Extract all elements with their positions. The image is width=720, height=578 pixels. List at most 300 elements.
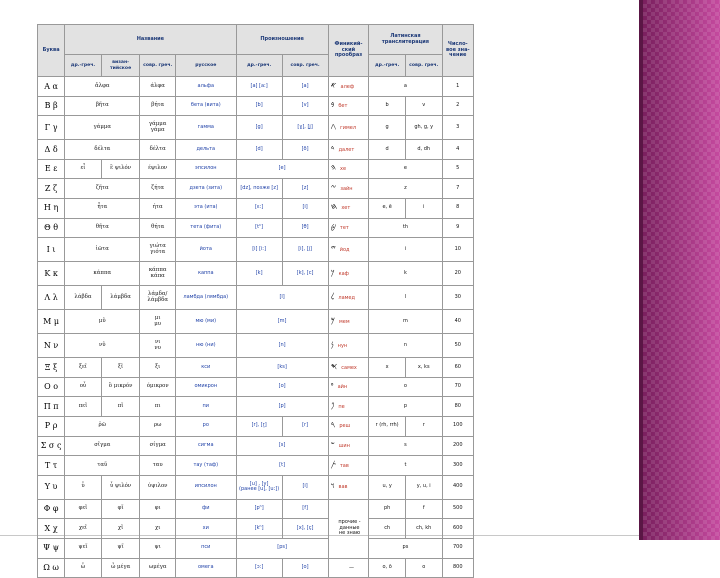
pronunciation-cell: [m] — [236, 310, 328, 334]
pronunciation-cell: [n] — [236, 334, 328, 358]
latin-modern-cell: f — [405, 499, 442, 519]
russian-name-cell: альфа — [175, 77, 236, 97]
pronunciation-cell: [p] — [236, 397, 328, 417]
latin-cell: n — [369, 334, 442, 358]
phoenician-cell — [328, 179, 369, 199]
russian-name-cell: омега — [175, 558, 236, 578]
phoenician-glyph-icon: 𐤏 — [330, 381, 334, 391]
ancient-name-cell: πεῖ — [65, 397, 102, 417]
phoenician-name: хет — [341, 205, 351, 212]
ancient-name-cell: εἶ — [65, 159, 102, 179]
table-row — [38, 475, 474, 499]
russian-name-cell: дельта — [175, 140, 236, 160]
pronunciation-modern-cell: [x], [ç] — [282, 519, 328, 539]
number-cell: 1 — [442, 77, 473, 97]
number-cell: 40 — [442, 310, 473, 334]
table-row — [38, 558, 474, 578]
modern-name-cell: μι μυ — [140, 310, 176, 334]
phoenician-glyph-icon: 𐤂 — [330, 121, 337, 131]
latin-cell: p — [369, 397, 442, 417]
russian-name-cell: ню (ни) — [175, 334, 236, 358]
russian-name-cell: сигма — [175, 436, 236, 456]
latin-ancient-cell: e, ē — [369, 198, 406, 218]
subheader-name-byzantine: визан- тийское — [101, 55, 140, 77]
pronunciation-modern-cell: [ɣ], [ʝ] — [282, 116, 328, 140]
pronunciation-modern-cell: [f] — [282, 499, 328, 519]
table-row — [38, 436, 474, 456]
number-cell: 3 — [442, 116, 473, 140]
table-row — [38, 140, 474, 160]
byzantine-name-cell: πῖ — [101, 397, 140, 417]
ancient-name-cell: ζῆτα — [65, 179, 140, 199]
latin-ancient-cell: u, y — [369, 475, 406, 499]
number-cell: 500 — [442, 499, 473, 519]
number-cell: 100 — [442, 416, 473, 436]
russian-name-cell: хи — [175, 519, 236, 539]
number-cell: 800 — [442, 558, 473, 578]
phoenician-glyph-icon: 𐤈 — [330, 222, 336, 232]
phoenician-name: мем — [339, 318, 350, 325]
table-row — [38, 538, 474, 558]
modern-name-cell: γιώτα γιότα — [140, 238, 176, 262]
latin-ancient-cell: g — [369, 116, 406, 140]
letter-cell: Σ σ ς — [38, 436, 65, 456]
greek-alphabet-table — [37, 24, 474, 578]
letter-cell: Θ θ — [38, 218, 65, 238]
ancient-name-cell: βῆτα — [65, 96, 140, 116]
ancient-name-cell: γάμμα — [65, 116, 140, 140]
phoenician-cell — [328, 262, 369, 286]
phoenician-glyph-icon: 𐤀 — [330, 80, 337, 90]
byzantine-name-cell: χῖ — [101, 519, 140, 539]
latin-cell: m — [369, 310, 442, 334]
header-letter: Буква — [38, 25, 65, 77]
modern-name-cell: έψιλον — [140, 159, 176, 179]
number-cell: 300 — [442, 456, 473, 476]
letter-cell: Ο ο — [38, 377, 65, 397]
latin-ancient-cell: x — [369, 358, 406, 378]
number-cell: 200 — [442, 436, 473, 456]
pronunciation-cell: [s] — [236, 436, 328, 456]
latin-cell: e — [369, 159, 442, 179]
letter-cell: Γ γ — [38, 116, 65, 140]
phoenician-name: самех — [341, 364, 357, 371]
modern-name-cell: χι — [140, 519, 176, 539]
letter-cell: Ν ν — [38, 334, 65, 358]
phoenician-cell — [328, 377, 369, 397]
modern-name-cell: ρω — [140, 416, 176, 436]
phoenician-name: вав — [338, 484, 348, 491]
phoenician-glyph-icon: 𐤊 — [330, 267, 335, 277]
table-row — [38, 286, 474, 310]
pronunciation-cell: [ps] — [236, 538, 328, 558]
number-cell: 400 — [442, 475, 473, 499]
table-row — [38, 159, 474, 179]
modern-name-cell: ξι — [140, 358, 176, 378]
pronunciation-modern-cell: [k], [c] — [282, 262, 328, 286]
phoenician-cell — [328, 456, 369, 476]
latin-modern-cell: r — [405, 416, 442, 436]
phoenician-name: зайн — [340, 185, 353, 192]
phoenician-name: шин — [338, 443, 350, 450]
phoenician-glyph-icon: 𐤁 — [330, 100, 335, 110]
modern-name-cell: όμικρον — [140, 377, 176, 397]
pronunciation-modern-cell: [a] — [282, 77, 328, 97]
pronunciation-ancient-cell: [pʰ] — [236, 499, 282, 519]
phoenician-name: ламед — [338, 294, 355, 301]
modern-name-cell: ύψιλον — [140, 475, 176, 499]
number-cell: 2 — [442, 96, 473, 116]
table-row — [38, 238, 474, 262]
table-row — [38, 397, 474, 417]
pronunciation-cell: [o] — [236, 377, 328, 397]
letter-cell: Υ υ — [38, 475, 65, 499]
modern-name-cell: ήτα — [140, 198, 176, 218]
table-row — [38, 499, 474, 519]
ancient-name-cell: μῦ — [65, 310, 140, 334]
phoenician-cell — [328, 558, 369, 578]
ancient-name-cell: κάππα — [65, 262, 140, 286]
phoenician-glyph-icon: 𐤌 — [330, 315, 335, 325]
phoenician-glyph-icon: 𐤍 — [330, 339, 334, 349]
russian-name-cell: тета (фита) — [175, 218, 236, 238]
russian-name-cell: ипсилон — [175, 475, 236, 499]
letter-cell: Ι ι — [38, 238, 65, 262]
table-row — [38, 116, 474, 140]
letter-cell: Ξ ξ — [38, 358, 65, 378]
russian-name-cell: фи — [175, 499, 236, 519]
phoenician-glyph-icon: 𐤎 — [330, 361, 338, 371]
modern-name-cell: ωμέγα — [140, 558, 176, 578]
phoenician-cell — [328, 116, 369, 140]
byzantine-name-cell: ὖ ψιλόν — [101, 475, 140, 499]
phoenician-cell — [328, 286, 369, 310]
number-cell: 50 — [442, 334, 473, 358]
phoenician-name: нун — [337, 342, 348, 349]
letter-cell: Β β — [38, 96, 65, 116]
pronunciation-modern-cell: [ð] — [282, 140, 328, 160]
letter-cell: Ω ω — [38, 558, 65, 578]
subheader-name-modern: совр. греч. — [140, 55, 176, 77]
pronunciation-ancient-cell: [b] — [236, 96, 282, 116]
header-latin: Латинская транслитерация — [369, 25, 442, 55]
number-cell: 80 — [442, 397, 473, 417]
russian-name-cell: тау (таф) — [175, 456, 236, 476]
ancient-name-cell: ὦ — [65, 558, 102, 578]
pronunciation-ancient-cell: [g] — [236, 116, 282, 140]
pronunciation-modern-cell: [r] — [282, 416, 328, 436]
phoenician-glyph-icon: 𐤆 — [330, 182, 337, 192]
modern-name-cell: κάππα κάπα — [140, 262, 176, 286]
phoenician-name: алеф — [340, 83, 355, 90]
letter-cell: Ε ε — [38, 159, 65, 179]
russian-name-cell: пи — [175, 397, 236, 417]
pronunciation-modern-cell: [θ] — [282, 218, 328, 238]
ancient-name-cell: νῦ — [65, 334, 140, 358]
pronunciation-modern-cell: [i] — [282, 475, 328, 499]
modern-name-cell: άλφα — [140, 77, 176, 97]
modern-name-cell: λάμδα/ λάμβδα — [140, 286, 176, 310]
phoenician-cell — [328, 238, 369, 262]
ancient-name-cell: ξεῖ — [65, 358, 102, 378]
phoenician-cell — [328, 416, 369, 436]
ancient-name-cell: ψεῖ — [65, 538, 102, 558]
phoenician-glyph-icon: 𐤔 — [330, 440, 335, 450]
pronunciation-modern-cell: [v] — [282, 96, 328, 116]
pronunciation-ancient-cell: [i] [iː] — [236, 238, 282, 262]
modern-name-cell: ζήτα — [140, 179, 176, 199]
table-row — [38, 377, 474, 397]
phoenician-name: гимел — [340, 124, 357, 131]
latin-modern-cell: gh, g, y — [405, 116, 442, 140]
subheader-pron-modern: совр. греч. — [282, 55, 328, 77]
latin-modern-cell: x, ks — [405, 358, 442, 378]
ancient-name-cell: λάβδα — [65, 286, 102, 310]
phoenician-cell — [328, 397, 369, 417]
russian-name-cell: ламбда (лямбда) — [175, 286, 236, 310]
pronunciation-ancient-cell: [a] [aː] — [236, 77, 282, 97]
ancient-name-cell: θῆτα — [65, 218, 140, 238]
ancient-name-cell: χεῖ — [65, 519, 102, 539]
letter-cell: Τ τ — [38, 456, 65, 476]
byzantine-name-cell: ψῖ — [101, 538, 140, 558]
russian-name-cell: мю (ми) — [175, 310, 236, 334]
latin-modern-cell: d, dh — [405, 140, 442, 160]
modern-name-cell: νι νυ — [140, 334, 176, 358]
pronunciation-ancient-cell: [ɛː] — [236, 198, 282, 218]
russian-name-cell: каппа — [175, 262, 236, 286]
number-cell: 60 — [442, 358, 473, 378]
phoenician-glyph-icon: 𐤐 — [330, 400, 335, 410]
byzantine-name-cell: ξῖ — [101, 358, 140, 378]
number-cell: 70 — [442, 377, 473, 397]
latin-cell: i — [369, 238, 442, 262]
decorative-side-band — [643, 0, 720, 540]
phoenician-name: тет — [339, 225, 349, 232]
latin-ancient-cell: d — [369, 140, 406, 160]
letter-cell: Χ χ — [38, 519, 65, 539]
header-number: Число- вое зна- чение — [442, 25, 473, 77]
phoenician-name: каф — [338, 270, 349, 277]
latin-cell: a — [369, 77, 442, 97]
ancient-name-cell: οὖ — [65, 377, 102, 397]
latin-cell: z — [369, 179, 442, 199]
subheader-latin-modern: совр. греч. — [405, 55, 442, 77]
number-cell: 600 — [442, 519, 473, 539]
byzantine-name-cell: ἒ ψιλόν — [101, 159, 140, 179]
phoenician-glyph-icon: 𐤓 — [330, 420, 336, 430]
phoenician-glyph-icon: 𐤇 — [330, 202, 338, 212]
latin-ancient-cell: r (rh, rrh) — [369, 416, 406, 436]
phoenician-cell — [328, 334, 369, 358]
phoenician-name: тав — [339, 462, 349, 469]
table-row — [38, 218, 474, 238]
pronunciation-modern-cell: [z] — [282, 179, 328, 199]
letter-cell: Α α — [38, 77, 65, 97]
latin-ancient-cell: b — [369, 96, 406, 116]
table-row — [38, 334, 474, 358]
table-row — [38, 179, 474, 199]
number-cell: 7 — [442, 179, 473, 199]
modern-name-cell: δέλτα — [140, 140, 176, 160]
russian-name-cell: дзета (зита) — [175, 179, 236, 199]
pronunciation-cell: [e] — [236, 159, 328, 179]
latin-modern-cell: i — [405, 198, 442, 218]
phoenician-glyph-icon: 𐤕 — [330, 459, 336, 469]
table-row — [38, 77, 474, 97]
letter-cell: Π π — [38, 397, 65, 417]
latin-cell: s — [369, 436, 442, 456]
latin-cell: k — [369, 262, 442, 286]
phoenician-glyph-icon: 𐤅 — [330, 481, 335, 491]
pronunciation-ancient-cell: [k] — [236, 262, 282, 286]
phoenician-glyph-icon: 𐤉 — [330, 243, 336, 253]
phoenician-name: пе — [338, 403, 345, 410]
byzantine-name-cell: ὦ μέγα — [101, 558, 140, 578]
russian-name-cell: гамма — [175, 116, 236, 140]
letter-cell: Ψ ψ — [38, 538, 65, 558]
phoenician-cell — [328, 436, 369, 456]
letter-cell: Ζ ζ — [38, 179, 65, 199]
pronunciation-modern-cell: [i] — [282, 198, 328, 218]
latin-modern-cell: ch, kh — [405, 519, 442, 539]
table-row — [38, 358, 474, 378]
latin-modern-cell: y, u, i — [405, 475, 442, 499]
ancient-name-cell: ταῦ — [65, 456, 140, 476]
letter-cell: Ρ ρ — [38, 416, 65, 436]
subheader-pron-ancient: др.-греч. — [236, 55, 282, 77]
table-row — [38, 310, 474, 334]
modern-name-cell: ψι — [140, 538, 176, 558]
latin-ancient-cell: ph — [369, 499, 406, 519]
russian-name-cell: кси — [175, 358, 236, 378]
pronunciation-ancient-cell: [d] — [236, 140, 282, 160]
pronunciation-ancient-cell: [kʰ] — [236, 519, 282, 539]
latin-modern-cell: v — [405, 96, 442, 116]
russian-name-cell: пси — [175, 538, 236, 558]
letter-cell: Δ δ — [38, 140, 65, 160]
phoenician-name: далет — [338, 146, 355, 153]
latin-cell: th — [369, 218, 442, 238]
pronunciation-cell: [ks] — [236, 358, 328, 378]
ancient-name-cell: ὖ — [65, 475, 102, 499]
number-cell: 5 — [442, 159, 473, 179]
number-cell: 8 — [442, 198, 473, 218]
ancient-name-cell: δέλτα — [65, 140, 140, 160]
phoenician-cell — [328, 475, 369, 499]
ancient-name-cell: ἄλφα — [65, 77, 140, 97]
subheader-name-ancient: др.-греч. — [65, 55, 102, 77]
ancient-name-cell: ἰῶτα — [65, 238, 140, 262]
pronunciation-ancient-cell: [dz], позже [z] — [236, 179, 282, 199]
pronunciation-modern-cell: [o] — [282, 558, 328, 578]
letter-cell: Λ λ — [38, 286, 65, 310]
table-row — [38, 519, 474, 539]
pronunciation-ancient-cell: [tʰ] — [236, 218, 282, 238]
modern-name-cell: φι — [140, 499, 176, 519]
table-row — [38, 96, 474, 116]
pronunciation-ancient-cell: [r], [r̥] — [236, 416, 282, 436]
phoenician-cell — [328, 310, 369, 334]
phoenician-note-cell: прочие - данные не знаю — [328, 499, 369, 558]
table-row — [38, 416, 474, 436]
phoenician-name: йод — [339, 246, 350, 253]
russian-name-cell: омикрон — [175, 377, 236, 397]
pronunciation-modern-cell: [i], [j] — [282, 238, 328, 262]
pronunciation-ancient-cell: [u] , [y] (ранее [u], [uː]) — [236, 475, 282, 499]
phoenician-name: айн — [337, 384, 348, 391]
table-row — [38, 456, 474, 476]
table-row — [38, 198, 474, 218]
header-phoenician: Финикий- ский прообраз — [328, 25, 369, 77]
number-cell: 700 — [442, 538, 473, 558]
modern-name-cell: πι — [140, 397, 176, 417]
ancient-name-cell: σῖγμα — [65, 436, 140, 456]
header-pronunciation: Произношение — [236, 25, 328, 55]
number-cell: 4 — [442, 140, 473, 160]
subheader-name-russian: русское — [175, 55, 236, 77]
latin-cell: t — [369, 456, 442, 476]
phoenician-cell — [328, 198, 369, 218]
pronunciation-ancient-cell: [ɔː] — [236, 558, 282, 578]
subheader-latin-ancient: др.-греч. — [369, 55, 406, 77]
modern-name-cell: σίγμα — [140, 436, 176, 456]
russian-name-cell: эта (ита) — [175, 198, 236, 218]
russian-name-cell: бета (вита) — [175, 96, 236, 116]
phoenician-cell — [328, 358, 369, 378]
russian-name-cell: ро — [175, 416, 236, 436]
phoenician-glyph-icon: 𐤄 — [330, 163, 336, 173]
pronunciation-cell: [t] — [236, 456, 328, 476]
phoenician-name: — — [348, 565, 354, 571]
table-row — [38, 262, 474, 286]
ancient-name-cell: φεῖ — [65, 499, 102, 519]
latin-ancient-cell: ch — [369, 519, 406, 539]
phoenician-cell — [328, 218, 369, 238]
latin-ancient-cell: o, ō — [369, 558, 406, 578]
letter-cell: Μ μ — [38, 310, 65, 334]
phoenician-cell — [328, 140, 369, 160]
byzantine-name-cell: ὂ μικρόν — [101, 377, 140, 397]
letter-cell: Η η — [38, 198, 65, 218]
phoenician-glyph-icon: 𐤃 — [330, 143, 335, 153]
ancient-name-cell: ῥῶ — [65, 416, 140, 436]
russian-name-cell: йота — [175, 238, 236, 262]
byzantine-name-cell: φῖ — [101, 499, 140, 519]
phoenician-name: бет — [338, 103, 348, 110]
latin-modern-cell: o — [405, 558, 442, 578]
number-cell: 30 — [442, 286, 473, 310]
byzantine-name-cell: λάμβδα — [101, 286, 140, 310]
letter-cell: Κ κ — [38, 262, 65, 286]
modern-name-cell: θήτα — [140, 218, 176, 238]
ancient-name-cell: ἦτα — [65, 198, 140, 218]
phoenician-cell — [328, 159, 369, 179]
modern-name-cell: ταυ — [140, 456, 176, 476]
latin-cell: ps — [369, 538, 442, 558]
phoenician-cell — [328, 77, 369, 97]
modern-name-cell: γάμμα γάμα — [140, 116, 176, 140]
phoenician-name: хе — [340, 166, 347, 173]
pronunciation-cell: [l] — [236, 286, 328, 310]
number-cell: 10 — [442, 238, 473, 262]
table-body — [38, 77, 474, 578]
modern-name-cell: βήτα — [140, 96, 176, 116]
header-name: Название — [65, 25, 236, 55]
phoenician-glyph-icon: 𐤋 — [330, 291, 335, 301]
letter-cell: Φ φ — [38, 499, 65, 519]
number-cell: 20 — [442, 262, 473, 286]
